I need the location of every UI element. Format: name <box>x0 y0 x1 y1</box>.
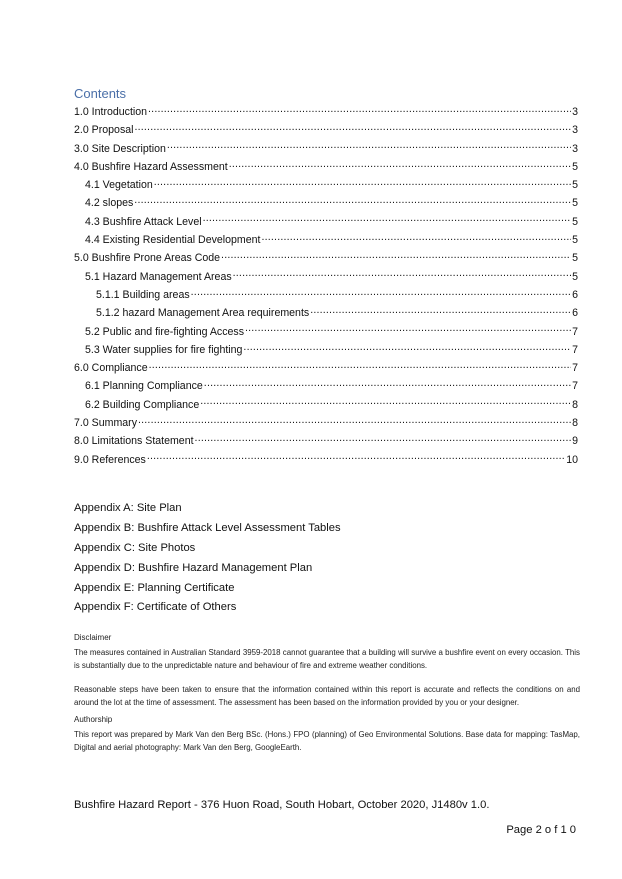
toc-entry-page: 9 <box>572 435 578 448</box>
toc-entry[interactable] <box>74 140 578 158</box>
toc-entry[interactable] <box>74 158 578 176</box>
toc-entry[interactable] <box>74 121 578 139</box>
toc-entry-label: 5.1.2 hazard Management Area requirements <box>96 307 310 320</box>
toc-dot-leader <box>191 288 571 298</box>
toc-entry[interactable] <box>74 213 578 231</box>
appendix-item: Appendix C: Site Photos <box>74 541 196 554</box>
contents-heading: Contents <box>74 86 127 101</box>
toc-entry[interactable] <box>74 323 578 341</box>
toc-dot-leader <box>134 123 571 133</box>
toc-entry-label: 6.0 Compliance <box>74 362 148 375</box>
disclaimer-paragraph-2: Reasonable steps have been taken to ensure that the information contained within this report is accurate and reflects the conditions on and around the lot at the time of assessment. The assessment has been based on the information provided by you or your designer. <box>74 685 580 707</box>
appendix-item: Appendix E: Planning Certificate <box>74 581 235 594</box>
toc-entry-label: 5.3 Water supplies for fire fighting <box>85 343 243 356</box>
toc-entry[interactable] <box>74 194 578 212</box>
toc-entry-page: 7 <box>572 343 578 356</box>
toc-entry[interactable] <box>74 432 578 450</box>
toc-dot-leader <box>200 398 571 408</box>
toc-dot-leader <box>195 434 572 444</box>
toc-entry[interactable] <box>74 103 578 121</box>
toc-entry-label: 9.0 References <box>74 453 146 466</box>
appendix-item: Appendix F: Certificate of Others <box>74 601 237 614</box>
appendix-list <box>74 499 341 618</box>
toc-entry-label: 6.2 Building Compliance <box>85 398 200 411</box>
toc-entry[interactable] <box>74 231 578 249</box>
toc-entry-page: 7 <box>572 380 578 393</box>
toc-dot-leader <box>147 453 565 463</box>
toc-dot-leader <box>204 379 571 389</box>
toc-dot-leader <box>138 416 571 426</box>
toc-entry-page: 6 <box>572 307 578 320</box>
disclaimer-heading: Disclaimer <box>74 633 112 642</box>
toc-entry-page: 8 <box>572 417 578 430</box>
toc-entry-page: 5 <box>572 270 578 283</box>
toc-entry[interactable] <box>74 396 578 414</box>
toc-entry-label: 1.0 Introduction <box>74 106 148 118</box>
toc-entry-page: 5 <box>572 215 578 228</box>
toc-entry[interactable] <box>74 341 578 359</box>
toc-entry-page: 5 <box>572 252 578 265</box>
authorship-paragraph: This report was prepared by Mark Van den Berg BSc. (Hons.) FPO (planning) of Geo Environmental Solutions. Base data for mapping: TasMap, Digital and aerial photography: Mark Van den Berg, GoogleEarth. <box>74 730 580 752</box>
toc-entry-label: 8.0 Limitations Statement <box>74 435 194 448</box>
toc-entry-label: 4.2 slopes <box>85 197 134 210</box>
toc-dot-leader <box>261 233 571 243</box>
page-number: Page 2 o f 1 0 <box>506 824 576 836</box>
toc-entry[interactable] <box>74 176 578 194</box>
toc-dot-leader <box>149 361 571 371</box>
toc-dot-leader <box>167 142 571 152</box>
appendix-item: Appendix A: Site Plan <box>74 502 182 514</box>
toc-dot-leader <box>134 196 571 206</box>
toc-entry-label: 5.1.1 Building areas <box>96 288 190 301</box>
authorship-heading: Authorship <box>74 715 113 724</box>
toc-entry[interactable] <box>74 268 578 286</box>
toc-entry[interactable] <box>74 286 578 304</box>
toc-entry-page: 3 <box>572 106 578 118</box>
toc-entry-label: 4.0 Bushfire Hazard Assessment <box>74 160 228 173</box>
appendix-item: Appendix D: Bushfire Hazard Management Plan <box>74 561 313 574</box>
toc-entry-label: 5.2 Public and fire-fighting Access <box>85 325 244 338</box>
toc-entry-page: 3 <box>572 142 578 155</box>
toc-entry[interactable] <box>74 451 578 469</box>
toc-entry[interactable] <box>74 414 578 432</box>
toc-entry-page: 5 <box>572 179 578 192</box>
toc-entry[interactable] <box>74 249 578 267</box>
toc-entry-page: 6 <box>572 288 578 301</box>
toc-entry-page: 7 <box>572 325 578 338</box>
table-of-contents <box>74 103 578 469</box>
toc-entry[interactable] <box>74 377 578 395</box>
toc-entry-label: 3.0 Site Description <box>74 142 166 155</box>
toc-dot-leader <box>233 270 571 280</box>
toc-entry-page: 5 <box>572 160 578 173</box>
toc-entry-label: 5.0 Bushfire Prone Areas Code <box>74 252 221 265</box>
toc-entry-label: 4.4 Existing Residential Development <box>85 234 261 247</box>
report-footer-title: Bushfire Hazard Report - 376 Huon Road, South Hobart, October 2020, J1480v 1.0. <box>74 799 490 811</box>
toc-entry-page: 7 <box>572 362 578 375</box>
toc-entry-label: 4.1 Vegetation <box>85 179 153 192</box>
toc-dot-leader <box>148 105 571 115</box>
toc-entry-label: 4.3 Bushfire Attack Level <box>85 215 202 228</box>
toc-entry-page: 8 <box>572 398 578 411</box>
toc-entry-page: 3 <box>572 124 578 137</box>
toc-entry-label: 7.0 Summary <box>74 417 137 430</box>
toc-entry[interactable] <box>74 359 578 377</box>
toc-dot-leader <box>154 178 571 188</box>
toc-entry-label: 6.1 Planning Compliance <box>85 380 203 393</box>
toc-entry-page: 5 <box>572 197 578 210</box>
toc-entry-label: 2.0 Proposal <box>74 124 134 137</box>
toc-dot-leader <box>221 251 571 261</box>
disclaimer-paragraph-1: The measures contained in Australian Standard 3959-2018 cannot guarantee that a building will survive a bushfire event on every occasion. This is substantially due to the unpredictable nature and behaviour of fire and extreme weather conditions. <box>74 648 580 670</box>
toc-entry[interactable] <box>74 304 578 322</box>
toc-dot-leader <box>229 160 571 170</box>
toc-dot-leader <box>243 343 571 353</box>
toc-dot-leader <box>245 325 571 335</box>
toc-entry-page: 5 <box>572 234 578 247</box>
toc-entry-page: 10 <box>566 453 578 466</box>
toc-dot-leader <box>203 215 571 225</box>
toc-entry-label: 5.1 Hazard Management Areas <box>85 270 232 283</box>
appendix-item: Appendix B: Bushfire Attack Level Assessment Tables <box>74 521 341 534</box>
toc-dot-leader <box>310 306 571 316</box>
